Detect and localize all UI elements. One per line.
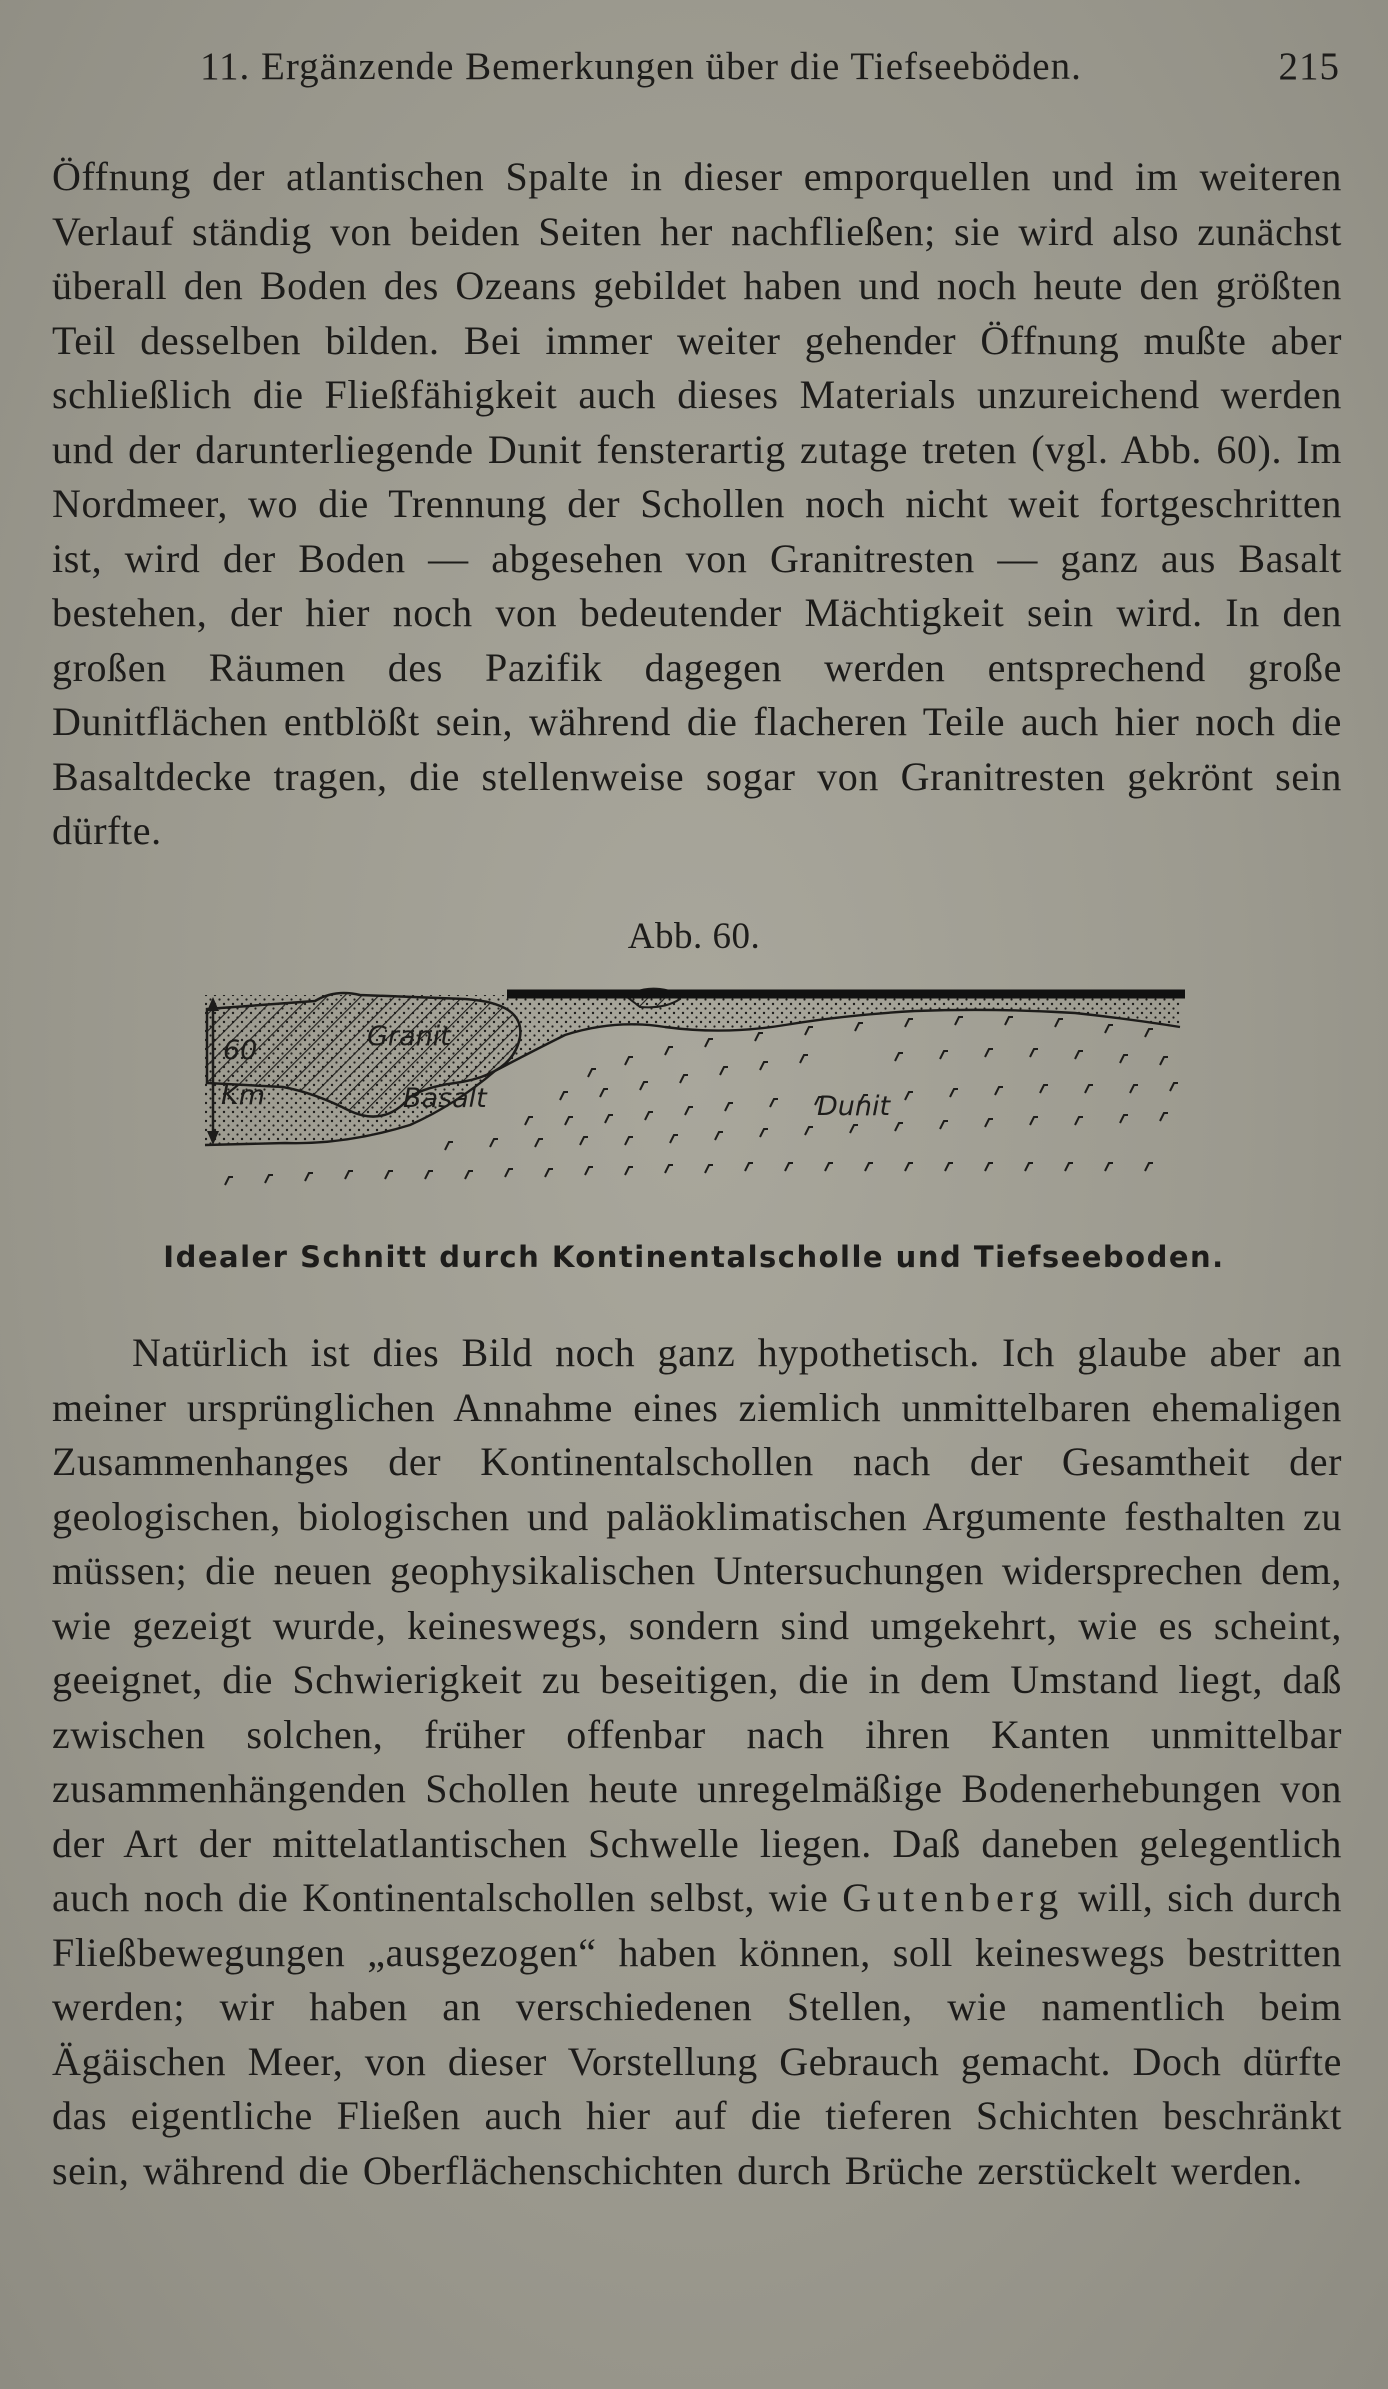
cross-section-drawing xyxy=(195,975,1195,1205)
basalt-label: Basalt xyxy=(403,1083,487,1114)
running-head xyxy=(200,44,1340,94)
paragraph-text-after: will, sich durch Fließbewegungen „ausgezogen“ haben können, soll keineswegs bestritten werden; wir haben an verschiedenen Stellen, wie namentlich beim Ägäischen Meer, von dieser Vorstellung Gebrauch gemacht. Doch dürfte das eigentliche Fließen auch hier auf die tieferen Schichten beschränkt sein, während die Oberflächenschichten durch Brüche zerstückelt werden. xyxy=(52,1875,1342,2193)
dunite-label: Dunit xyxy=(817,1091,891,1122)
paragraph-continuation: Öffnung der atlantischen Spalte in dieser emporquellen und im weiteren Verlauf ständig von beiden Seiten her nachfließen; sie wird also zunächst überall den Boden des Ozeans gebildet haben und noch heute den größten Teil desselben bilden. Bei immer weiter gehender Öffnung mußte aber schließlich die Fließfähigkeit auch dieses Materials unzureichend werden und der darunterliegende Dunit fensterartig zutage treten (vgl. Abb. 60). Im Nordmeer, wo die Trennung der Schollen noch nicht weit fortgeschritten ist, wird der Boden — abgesehen von Granitresten — ganz aus Basalt bestehen, der hier noch von bedeutender Mächtigkeit sein wird. In den großen Räumen des Pazifik dagegen werden entsprechend große Dunitflächen entblößt sein, während die flacheren Teile auch hier noch die Basaltdecke tragen, die stellenweise sogar von Granitresten gekrönt sein dürfte. xyxy=(52,154,1342,853)
page-number: 215 xyxy=(1278,45,1340,88)
cross-section-figure xyxy=(195,975,1195,1205)
paragraph-main xyxy=(52,1326,1342,2198)
paragraph-text-before: Natürlich ist dies Bild noch ganz hypothetisch. Ich glaube aber an meiner ursprünglichen Annahme eines ziemlich unmittelbaren ehemaligen Zusammenhanges der Kontinentalschollen nach der Gesamtheit der geologischen, biologischen und paläoklimatischen Argumente festhalten zu müssen; die neuen geophysikalischen Untersuchungen widersprechen dem, wie gezeigt wurde, keineswegs, sondern sind umgekehrt, wie es scheint, geeignet, die Schwierigkeit zu beseitigen, die in dem Umstand liegt, daß zwischen solchen, früher offenbar nach ihren Kanten unmittelbar zusammenhängenden Schollen heute unregelmäßige Bodenerhebungen von der Art der mittelatlantischen Schwelle liegen. Daß daneben gelegentlich auch noch die Kontinentalschollen selbst, wie xyxy=(52,1330,1342,1920)
author-name: Gutenberg xyxy=(842,1875,1065,1920)
depth-unit-label: Km xyxy=(221,1080,266,1111)
figure-caption: Idealer Schnitt durch Kontinentalscholle und Tiefseeboden. xyxy=(163,1240,1225,1274)
figure-label: Abb. 60. xyxy=(627,916,761,957)
chapter-title: 11. Ergänzende Bemerkungen über die Tiefseeböden. xyxy=(200,45,1082,88)
depth-value-label: 60 xyxy=(223,1035,258,1066)
granite-label: Granit xyxy=(367,1021,451,1052)
